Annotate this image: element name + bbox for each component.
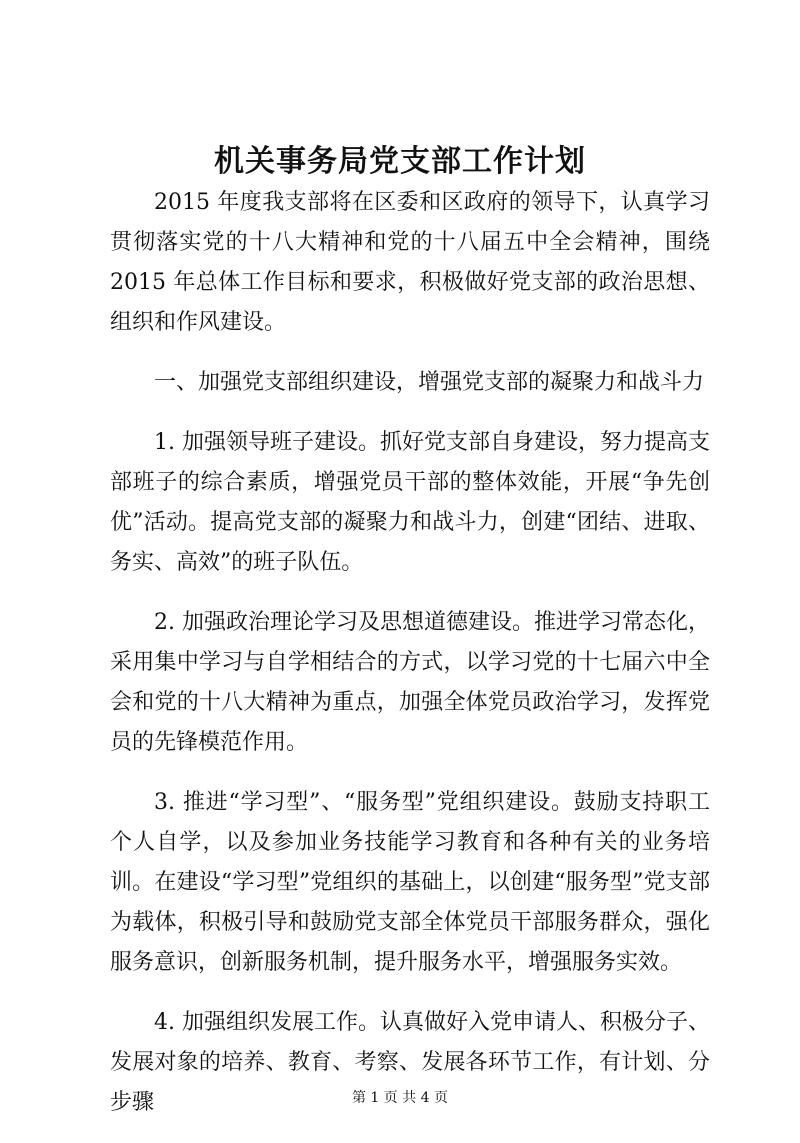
paragraph-item-1: 1. 加强领导班子建设。抓好党支部自身建设，努力提高支部班子的综合素质，增强党员干部的整体效能，开展“争先创优”活动。提高党支部的凝聚力和战斗力，创建“团结、进取、务实、高效”的班子队伍。 xyxy=(110,430,710,575)
paragraph-item-2: 2. 加强政治理论学习及思想道德建设。推进学习常态化，采用集中学习与自学相结合的方式，以学习党的十七届六中全会和党的十八大精神为重点，加强全体党员政治学习，发挥党员的先锋模范作用。 xyxy=(110,610,710,755)
document-body xyxy=(110,183,710,1143)
paragraph-intro: 2015 年度我支部将在区委和区政府的领导下，认真学习贯彻落实党的十八大精神和党的十八届五中全会精神，围绕 2015 年总体工作目标和要求，积极做好党支部的政治思想、组织和作风建设。 xyxy=(110,190,710,335)
page-number-footer: 第 1 页 共 4 页 xyxy=(351,1090,449,1106)
document-title: 机关事务局党支部工作计划 xyxy=(214,144,586,179)
section-heading-1: 一、加强党支部组织建设，增强党支部的凝聚力和战斗力 xyxy=(154,370,705,395)
paragraph-item-3: 3. 推进“学习型”、“服务型”党组织建设。鼓励支持职工个人自学，以及参加业务技能学习教育和各种有关的业务培训。在建设“学习型”党组织的基础上，以创建“服务型”党支部为载体，积极引导和鼓励党支部全体党员干部服务群众，强化服务意识，创新服务机制，提升服务水平，增强服务实效。 xyxy=(110,790,710,975)
paragraph-item-4: 4. 加强组织发展工作。认真做好入党申请人、积极分子、发展对象的培养、教育、考察、发展各环节工作，有计划、分步骤 xyxy=(110,1010,710,1115)
